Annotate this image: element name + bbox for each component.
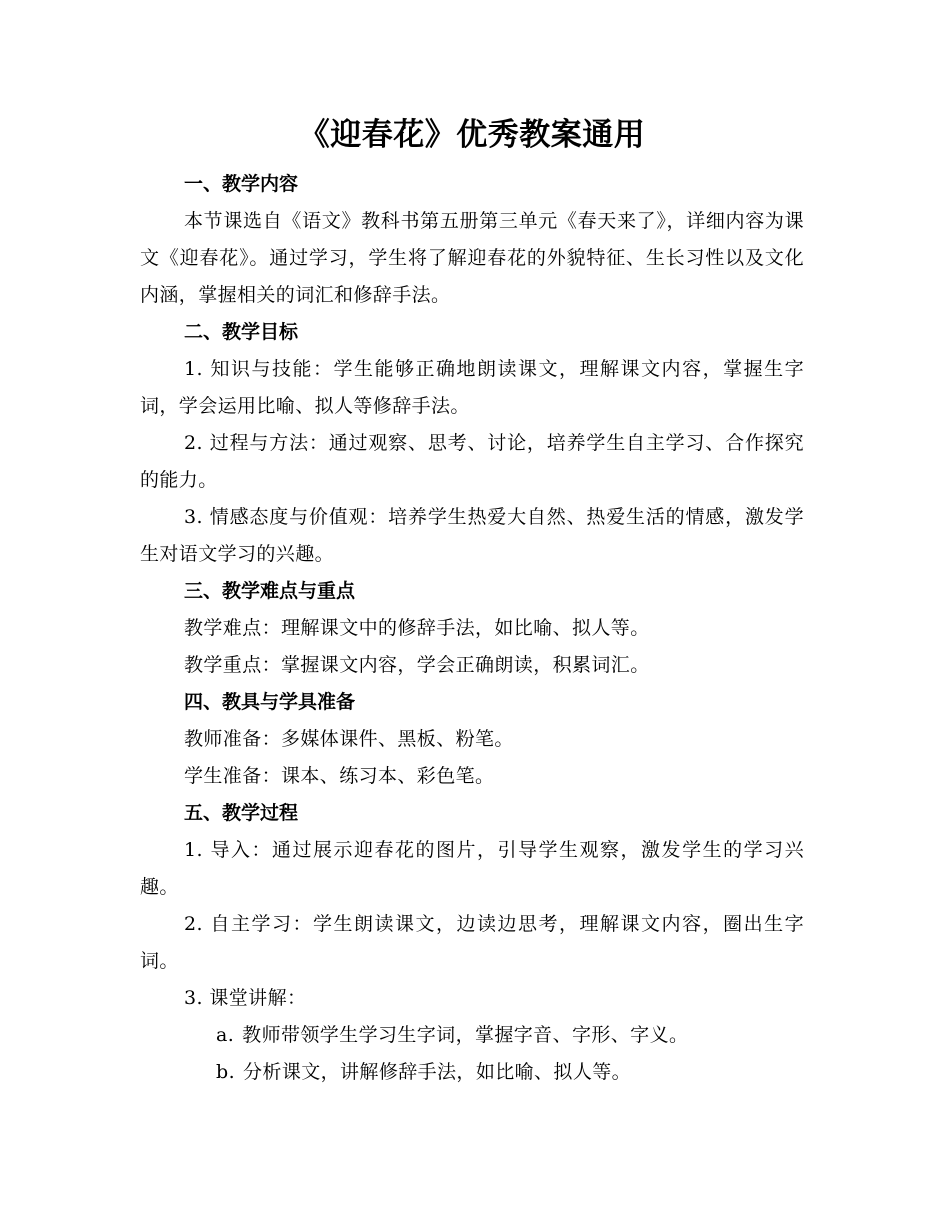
list-item-text: 教师带领学生学习生字词，掌握字音、字形、字义。 (242, 1024, 689, 1046)
paragraph: 教学难点：理解课文中的修辞手法，如比喻、拟人等。 (184, 617, 650, 639)
list-item-text: 分析课文，讲解修辞手法，如比喻、拟人等。 (243, 1061, 632, 1083)
paragraph: 3. 课堂讲解： (184, 987, 307, 1009)
section-heading-objectives: 二、教学目标 (184, 321, 299, 343)
list-item-label: b. (216, 1061, 236, 1083)
paragraph: 学生准备：课本、练习本、彩色笔。 (184, 765, 495, 787)
section-heading-key-points: 三、教学难点与重点 (184, 580, 356, 602)
document-page (140, 108, 804, 1091)
paragraph: 2. 自主学习：学生朗读课文，边读边思考，理解课文内容，圈出生字词。 (140, 913, 804, 972)
paragraph: 教学重点：掌握课文内容，学会正确朗读，积累词汇。 (184, 654, 650, 676)
section-heading-process: 五、教学过程 (184, 802, 299, 824)
section-heading-materials: 四、教具与学具准备 (184, 691, 356, 713)
paragraph: 本节课选自《语文》教科书第五册第三单元《春天来了》，详细内容为课文《迎春花》。通过学习，学生将了解迎春花的外貌特征、生长习性以及文化内涵，掌握相关的词汇和修辞手法。 (140, 210, 804, 306)
paragraph: 1. 知识与技能：学生能够正确地朗读课文，理解课文内容，掌握生字词，学会运用比喻、拟人等修辞手法。 (140, 358, 804, 417)
paragraph: 教师准备：多媒体课件、黑板、粉笔。 (184, 728, 514, 750)
page-title: 《迎春花》优秀教案通用 (298, 117, 646, 153)
list-item-label: a. (216, 1024, 235, 1046)
section-heading-content: 一、教学内容 (184, 173, 299, 195)
paragraph: 1. 导入：通过展示迎春花的图片，引导学生观察，激发学生的学习兴趣。 (140, 839, 804, 898)
list-item (140, 1017, 804, 1054)
paragraph: 3. 情感态度与价值观：培养学生热爱大自然、热爱生活的情感，激发学生对语文学习的兴趣。 (140, 506, 804, 565)
paragraph: 2. 过程与方法：通过观察、思考、讨论，培养学生自主学习、合作探究的能力。 (140, 432, 804, 491)
list-item (140, 1054, 804, 1091)
